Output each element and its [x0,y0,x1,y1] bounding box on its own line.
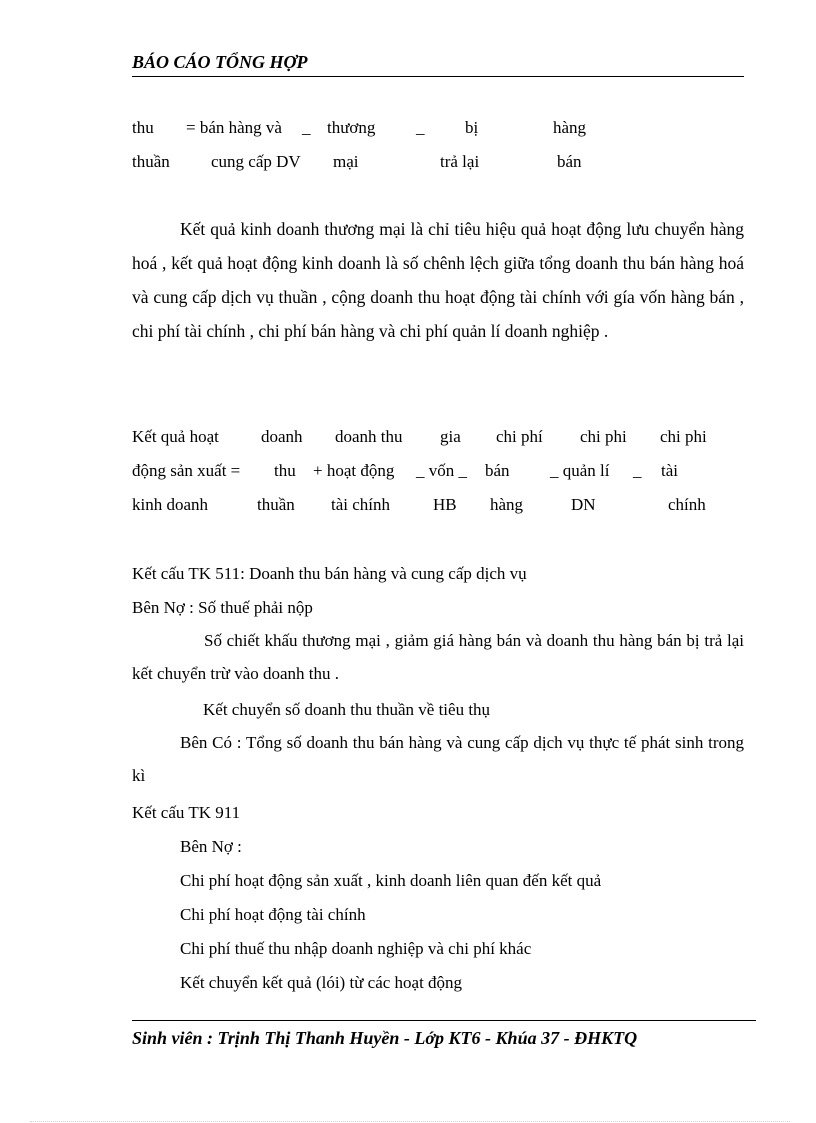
tk511-ben-co [132,726,744,792]
formula1-term: bị [465,118,479,137]
tk511-ben-no: Bên Nợ : Số thuế phải nộp [132,598,313,617]
formula2-term: kinh doanh [132,495,209,514]
formula1-term: = bán hàng và [186,118,282,137]
formula2-term: thuần [257,495,295,514]
formula2-term: bán [485,461,510,480]
formula1-operator: _ [416,118,425,137]
formula2-term: _ vốn _ [416,461,467,480]
paragraph-text: Kết quả kinh doanh thương mại là chỉ tiêu hiệu quả hoạt động lưu chuyển hàng hoá , kết quả hoạt động kinh doanh là số chênh lệch giữa tổng doanh thu bán hàng hoá và cung cấp dịch vụ thuần , cộng doanh thu hoạt động tài chính với gía vốn hàng bán , chi phí tài chính , chi phí bán hàng và chi phí quản lí doanh nghiệp . [132,219,744,341]
formula2-term: doanh [261,427,303,446]
formula2-term: DN [571,495,596,514]
formula2-term: doanh thu [335,427,403,446]
formula1-term: mại [333,152,359,171]
page-header-title: BÁO CÁO TỔNG HỢP [132,52,308,72]
formula2-term: chi phi [660,427,707,446]
paragraph-business-result [132,212,744,348]
formula2-term: thu [274,461,296,480]
formula2-term: tài [661,461,678,480]
tk511-item-discount [132,624,744,690]
tk911-item: Kết chuyển kết quả (lói) từ các hoạt động [180,973,463,992]
footer-rule [132,1020,756,1021]
tk511-item-transfer: Kết chuyển số doanh thu thuần về tiêu thụ [203,700,491,719]
formula2-term: hàng [490,495,524,514]
tk911-ben-no: Bên Nợ : [180,837,242,856]
formula2-term: động sản xuất = [132,461,241,480]
tk511-title: Kết cấu TK 511: Doanh thu bán hàng và cung cấp dịch vụ [132,564,527,583]
formula1-term: hàng [553,118,587,137]
formula1-term: thuần [132,152,170,171]
tk911-item: Chi phí thuế thu nhập doanh nghiệp và chi phí khác [180,939,532,958]
formula2-term: tài chính [331,495,391,514]
formula2-term: Kết quả hoạt [132,427,219,446]
header-rule [132,76,744,77]
tk911-item: Chi phí hoạt động sản xuất , kinh doanh liên quan đến kết quả [180,871,602,890]
formula1-term: trả lại [440,152,480,171]
formula2-term: HB [433,495,457,514]
formula1-term: bán [557,152,582,171]
formula1-operator: _ [302,118,311,137]
formula2-term: chi phí [496,427,543,446]
formula2-term: chính [668,495,706,514]
formula2-term: + hoạt động [313,461,395,480]
page-footer-text: Sinh viên : Trịnh Thị Thanh Huyền - Lớp KT6 - Khúa 37 - ĐHKTQ [132,1028,638,1048]
formula1-term: thương [327,118,376,137]
tk911-title: Kết cấu TK 911 [132,803,241,822]
tk511-ben-co-text: Bên Có : Tổng số doanh thu bán hàng và cung cấp dịch vụ thực tế phát sinh trong kì [132,733,744,785]
tk911-item: Chi phí hoạt động tài chính [180,905,366,924]
formula1-term: cung cấp DV [211,152,301,171]
tk511-item-text: Số chiết khấu thương mại , giảm giá hàng bán và doanh thu hàng bán bị trả lại kết chuyển trừ vào doanh thu . [132,631,744,683]
formula2-operator: _ [633,461,642,480]
formula2-term: _ quản lí [550,461,610,480]
formula2-term: chi phi [580,427,627,446]
formula2-term: gia [440,427,461,446]
formula1-term: thu [132,118,154,137]
page-edge-dotted-line [30,1121,790,1122]
